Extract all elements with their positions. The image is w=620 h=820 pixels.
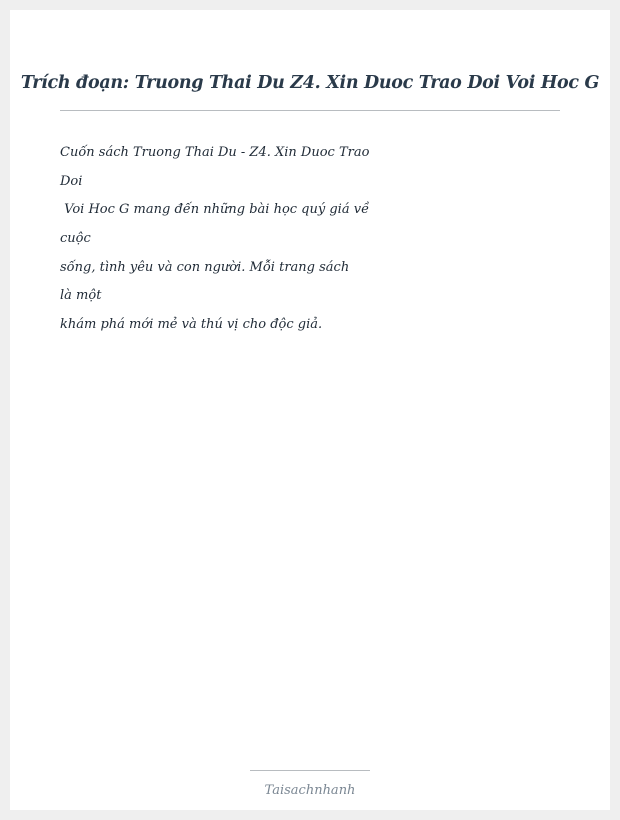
excerpt-line: Cuốn sách Truong Thai Du - Z4. Xin Duoc Trao [60,145,370,160]
document-page [10,10,610,810]
footer-divider [250,770,370,771]
excerpt-line: cuộc [60,231,91,247]
excerpt-line: sống, tình yêu và con người. Mỗi trang sách [60,259,350,275]
excerpt-line: Doi [60,173,83,189]
excerpt-line: khám phá mới mẻ và thú vị cho độc giả. [60,317,323,333]
excerpt-line: Voi Hoc G mang đến những bài học quý giá về [60,202,370,218]
document-title: Trích đoạn: Truong Thai Du Z4. Xin Duoc Trao Doi Voi Hoc G [20,73,600,93]
footer-site-name: Taisachnhanh [264,783,356,798]
title-divider [60,110,560,111]
excerpt-body [60,143,390,344]
excerpt-line: là một [60,288,102,304]
